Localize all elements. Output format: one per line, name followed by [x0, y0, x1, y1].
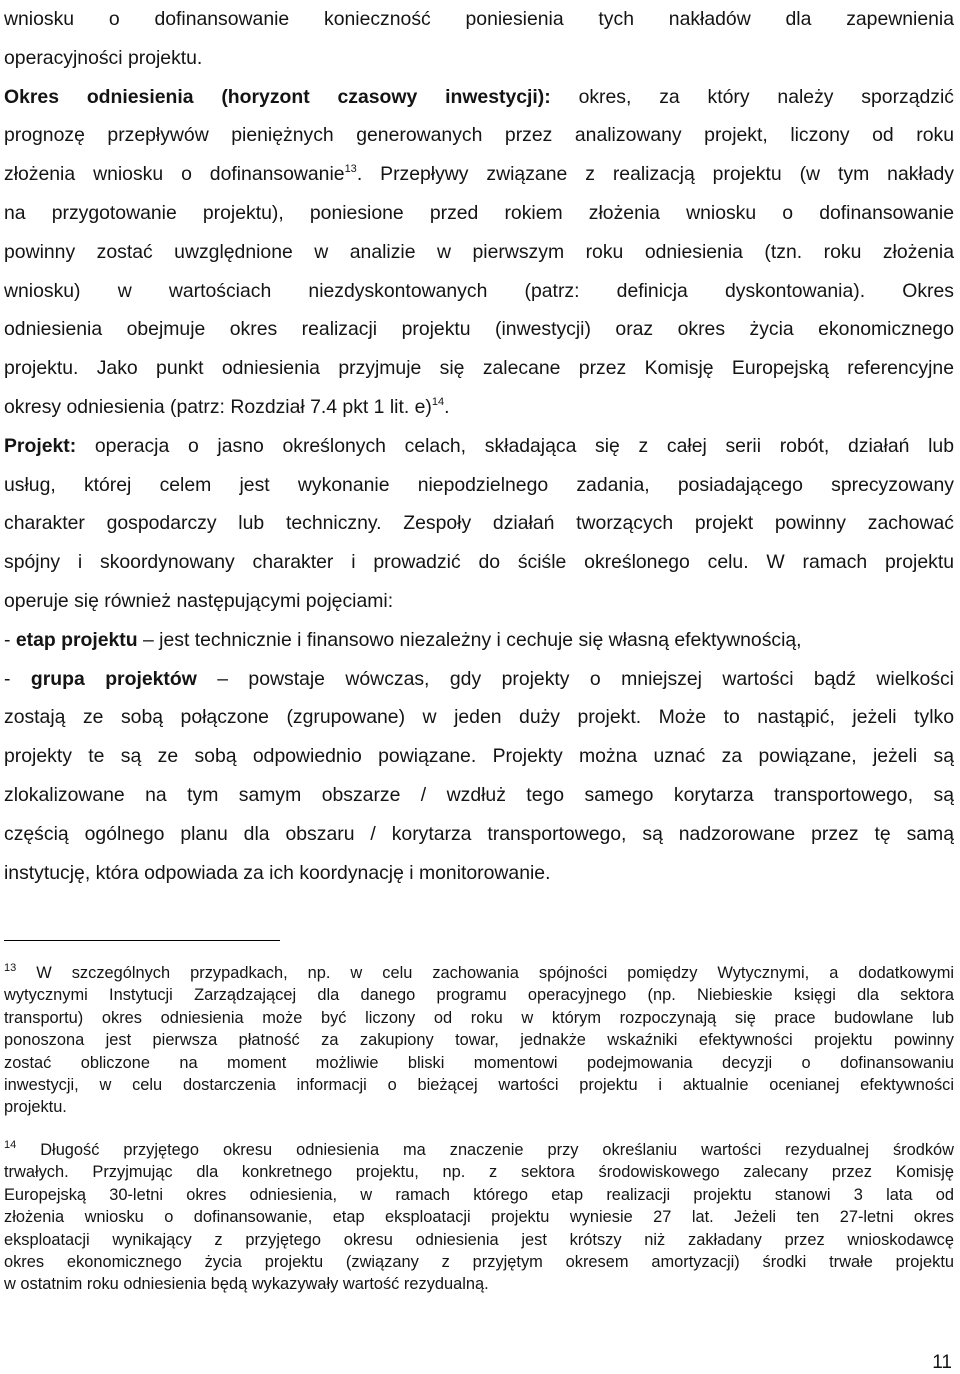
text-fragment: – jest technicznie i finansowo niezależny i cechuje się własną efektywnością,	[137, 628, 802, 651]
text-line: odniesienia obejmuje okres realizacji projektu (inwestycji) oraz okres życia ekonomicznego	[4, 318, 954, 341]
paragraph-etap-projektu	[4, 621, 954, 660]
text-line: operuje się również następującymi pojęciami:	[4, 589, 394, 612]
footnote-number: 14	[4, 1139, 17, 1151]
main-text	[4, 0, 954, 892]
paragraph-grupa-projektow	[4, 660, 954, 893]
term-okres-odniesienia: Okres odniesienia (horyzont czasowy inwestycji):	[4, 85, 551, 108]
text-line: projekty te są ze sobą odpowiednio powiązane. Projekty można uznać za powiązane, jeżeli są	[4, 745, 954, 768]
text-fragment: W szczególnych przypadkach, np. w celu zachowania spójności pomiędzy Wytycznymi, a dodatkowymi	[16, 964, 954, 982]
text-fragment: okres, za który należy sporządzić	[550, 85, 954, 108]
list-dash: -	[4, 667, 31, 690]
text-line: częścią ogólnego planu dla obszaru / korytarza transportowego, są nadzorowane przez tę samą	[4, 822, 954, 845]
text-fragment: złożenia wniosku o dofinansowanie	[4, 163, 345, 186]
paragraph-intro	[4, 0, 954, 78]
term-projekt: Projekt:	[4, 434, 77, 457]
text-line: ponoszona jest pierwsza płatność za zakupiony towar, jednakże wskaźniki efektywności projektu powinny	[4, 1031, 954, 1050]
page-number: 11	[932, 1352, 952, 1373]
list-dash: -	[4, 628, 16, 651]
text-line: prognozę przepływów pieniężnych generowanych przez analizowany projekt, liczony od roku	[4, 124, 954, 147]
text-line: na przygotowanie projektu), poniesione przed rokiem złożenia wniosku o dofinansowanie	[4, 201, 954, 224]
text-line: zostają ze sobą połączone (zgrupowane) w jeden duży projekt. Może to nastąpić, jeżeli tylko	[4, 706, 954, 729]
text-line: okres ekonomicznego życia projektu (związany z przyjętym okresem amortyzacji) środki trwałe projektu	[4, 1253, 954, 1272]
text-line: złożenia wniosku o dofinansowanie, etap eksploatacji projektu wyniesie 27 lat. Jeżeli ten 27-letni okres	[4, 1208, 954, 1227]
text-fragment: operacja o jasno określonych celach, składająca się z całej serii robót, działań lub	[76, 434, 954, 457]
text-line: wniosku o dofinansowanie konieczność poniesienia tych nakładów dla zapewnienia	[4, 8, 954, 30]
text-line: Europejską 30-letni okres odniesienia, w ramach którego etap realizacji projektu stanowi 3 lata od	[4, 1185, 954, 1204]
paragraph-okres-odniesienia	[4, 78, 954, 427]
text-line: spójny i skoordynowany charakter i prowadzić do ściśle określonego celu. W ramach projektu	[4, 551, 954, 574]
text-fragment: – powstaje wówczas, gdy projekty o mniejszej wartości bądź wielkości	[196, 667, 954, 690]
text-fragment: . Przepływy związane z realizacją projektu (w tym nakłady	[356, 163, 954, 186]
text-line: zlokalizowane na tym samym obszarze / wzdłuż tego samego korytarza transportowego, są	[4, 783, 954, 806]
footnote-ref-13[interactable]: 13	[344, 163, 357, 176]
text-line: eksploatacji wynikający z przyjętego okresu odniesienia jest krótszy niż zakładany przez wnioskodawcę	[4, 1230, 954, 1249]
text-line: charakter gospodarczy lub techniczny. Zespoły działań tworzących projekt powinny zachować	[4, 512, 954, 535]
text-line: w ostatnim roku odniesienia będą wykazywały wartość rezydualną.	[4, 1275, 489, 1294]
text-line: instytucję, która odpowiada za ich koordynację i monitorowanie.	[4, 861, 551, 884]
paragraph-projekt	[4, 427, 954, 621]
text-fragment: okresy odniesienia (patrz: Rozdział 7.4 pkt 1 lit. e)	[4, 395, 432, 418]
text-line: wytycznymi Instytucji Zarządzającej dla danego programu operacyjnego (np. Niebieskie księgi dla sektora	[4, 986, 954, 1005]
footnote-14	[4, 1139, 954, 1296]
text-line: powinny zostać uwzględnione w analizie w pierwszym roku odniesienia (tzn. roku złożenia	[4, 240, 954, 263]
text-fragment: .	[444, 395, 450, 418]
text-line: operacyjności projektu.	[4, 46, 203, 69]
text-line: zostać obliczone na moment możliwie bliski momentowi podejmowania decyzji o dofinansowaniu	[4, 1053, 954, 1072]
footnote-number: 13	[4, 962, 17, 974]
text-line: trwałych. Przyjmując dla konkretnego projektu, np. z sektora środowiskowego zalecany przez Komisję	[4, 1163, 954, 1182]
text-fragment: Długość przyjętego okresu odniesienia ma znaczenie przy określaniu wartości rezydualnej środków	[16, 1141, 954, 1159]
footnote-separator	[4, 940, 280, 941]
text-line: projektu. Jako punkt odniesienia przyjmuje się zalecane przez Komisję Europejską referencyjne	[4, 357, 954, 380]
term-grupa-projektow: grupa projektów	[30, 667, 197, 690]
text-line: transportu) okres odniesienia może być liczony od roku w którym rozpoczynają się prace budowlane lub	[4, 1008, 954, 1027]
footnote-ref-14[interactable]: 14	[431, 395, 445, 408]
text-line: wniosku) w wartościach niezdyskontowanych (patrz: definicja dyskontowania). Okres	[4, 279, 954, 302]
text-line: inwestycji, w celu dostarczenia informacji o bieżącej wartości projektu i aktualnie ocenianej efektywności	[4, 1076, 954, 1095]
text-line: projektu.	[4, 1098, 67, 1117]
term-etap-projektu: etap projektu	[15, 628, 138, 651]
text-line: usług, której celem jest wykonanie niepodzielnego zadania, posiadającego sprecyzowany	[4, 473, 954, 496]
footnote-13	[4, 962, 954, 1119]
